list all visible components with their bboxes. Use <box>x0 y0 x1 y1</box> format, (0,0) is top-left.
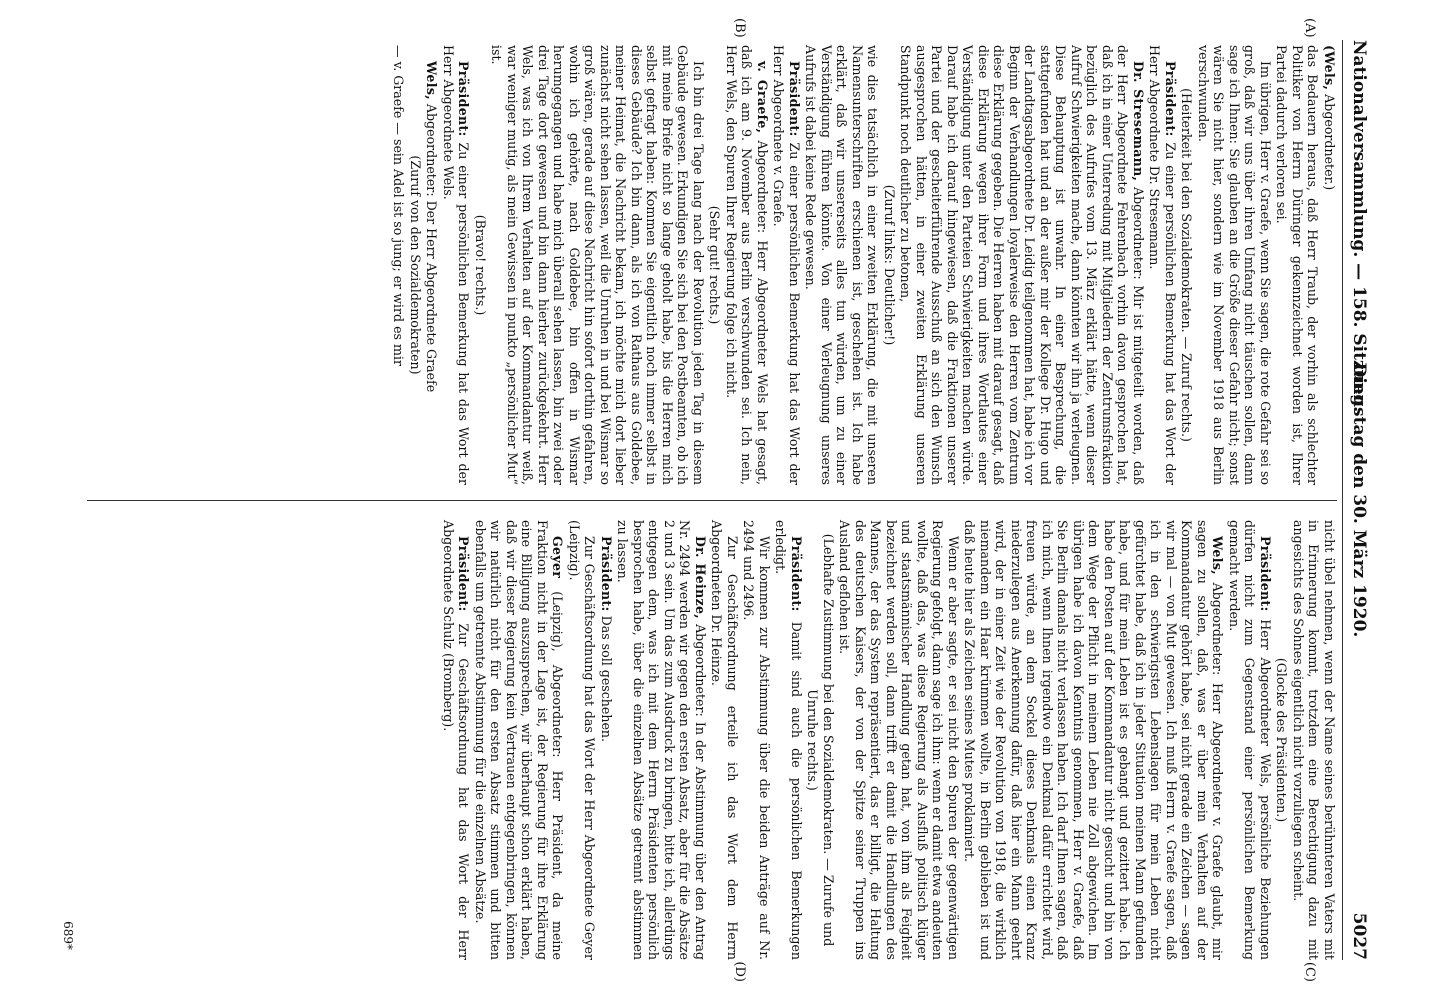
paragraph <box>773 520 804 960</box>
paragraph <box>424 45 440 485</box>
speaker-name: Dr. Stresemann, <box>1131 61 1146 182</box>
paragraph-text: Abgeordneter: Der Herr Abgeordnete Graefe <box>424 99 440 393</box>
paragraph-text: Zur Geschäftsordnung hat das Wort der Herr Abgeordnete Schulz (Bromberg). <box>441 520 472 960</box>
speaker-name: Präsident: <box>789 536 804 612</box>
paragraph <box>489 45 706 485</box>
speaker-name: v. Graefe, <box>755 61 770 134</box>
paragraph-text: Abgeordneter: Herr Abgeordneter Wels hat gesagt, daß ich am 9. November aus Berlin verschwunden sei. Ich nein, Herr Wels, den Spuren Ihrer Regierung folge ich nicht. <box>724 45 770 485</box>
paragraph-text: (Glocke des Präsidenten.) <box>1274 657 1290 823</box>
paragraph <box>1274 45 1321 485</box>
paragraph <box>1322 45 1338 485</box>
paragraph-text: Im übrigen, Herr v. Graefe, wenn Sie sagen, die rote Gefahr sei so groß, daß wir uns über ihren Umfang nicht täuschen sollen, dann sage ich Ihnen: Sie glauben an die Größe dieser Gefahr nicht; sonst wären Sie nicht hier, sondern wie im November 1918 aus Berlin verschwunden. <box>1196 45 1273 485</box>
paragraph-text: (Lebhafte Zustimmung bei den Sozialdemokraten. — Zurufe und Unruhe rechts.) <box>805 533 836 947</box>
speaker-name: Präsident: <box>456 61 472 137</box>
paragraph <box>837 520 961 960</box>
page-header <box>1343 40 1373 960</box>
paragraph <box>724 45 771 485</box>
paragraph <box>771 45 802 485</box>
paragraph-text: nicht übel nehmen, wenn der Name seines berühmteren Vaters mit in Erinnerung kommt, trotzdem eine Berechtigung dazu mit angesichts des Sohnes eigentlich nicht vorzuliegen scheint. <box>1291 520 1337 960</box>
left-text-column <box>390 45 1337 485</box>
paragraph <box>1274 520 1290 960</box>
right-text-column <box>440 520 1338 960</box>
digitization-note <box>2 394 16 994</box>
margin-marker-b: (B) <box>732 18 747 38</box>
paragraph-text: Zur Geschäftsordnung erteile ich das Wort dem Herrn Abgeordneten Dr. Heinze. <box>709 520 740 960</box>
speaker-name: Präsident: <box>456 536 472 612</box>
margin-marker-c: (C) <box>1302 961 1317 982</box>
paragraph-text: Das soll geschehen. <box>599 611 614 743</box>
paragraph-text: (Zuruf von den Sozialdemokraten) <box>408 155 423 375</box>
column-rule <box>87 500 1337 501</box>
paragraph <box>473 45 489 485</box>
paragraph-text: das Bedauern heraus, daß Herr Traub, der vorhin als schlechter Politiker von Herrn Düringer gekennzeichnet worden ist, Ihrer Partei dadurch verloren sei. <box>1274 45 1321 485</box>
paragraph <box>1147 45 1178 485</box>
paragraph <box>1227 520 1274 960</box>
paragraph-text: Damit sind auch die persönlichen Bemerkungen erledigt. <box>773 520 804 960</box>
document-page <box>47 10 1387 990</box>
paragraph-text: Herr Abgeordneter Wels, persönliche Beziehungen dürfen nicht zum Gegenstand einer persönlichen Bemerkung gemacht werden. <box>1227 520 1273 960</box>
paragraph-text: Wenn er aber sagte, er sei nicht den Spuren der gegenwärtigen Regierung gefolgt, dann sage ich ihm: wenn er damit etwa andeuten wollte, daß das, was diese Regierung als Ausfluß politisch klüger und staatsmännischer Handlung getan hat, von ihm als Feigheit bezeichnet werden soll, dann trifft er damit die Handlungen des Mannes, der das System repräsentiert, das er billigt, die Haltung des deutschen Kaisers, der von der Spitze seiner Truppen ins Ausland geflohen ist. <box>837 520 961 960</box>
paragraph <box>741 520 772 960</box>
speaker-name: Präsident: <box>787 61 802 137</box>
paragraph <box>441 520 472 960</box>
paragraph <box>1196 45 1274 485</box>
paragraph-text: Abgeordneter: Herr Abgeordneter v. Graefe glaubt, mir sagen zu sollen, daß, was er über mein Verhalten auf der Kommandantur gehört habe, sei nicht gerade ein Zeichen — sagen wir mal — von Mut gewesen. Ich muß Herrn v. Graefe sagen, daß ich in den schwierigsten Lebenslagen für mein Leben nicht gefürchtet habe, daß ich in jeder Situation meinen Mann gefunden habe, und für mein Leben ist es gebangt und gezittert habe. Ich habe den Posten auf der Kommandantur nicht gesucht und bin von dem Wege der Pflicht in meinem Leben nie Zoll abgewichen. Im übrigen habe ich davon Kenntnis genommen, Herr v. Graefe, daß Sie Berlin damals nicht verlassen haben. Ich darf Ihnen sagen, daß ich mich, wenn Ihnen irgendwo ein Denkmal dafür errichtet wird, freuen würde, an dem Sockel dieses Denkmals einen Kranz niederzulegen aus Anerkennung dafür, daß hier ein Mann geehrt wird, der in einer Zeit wie der Revolution von 1918, die wirklich niemandem ein Haar krümmen wollte, in Berlin geblieben ist und daß heute hier als Zeichen seines Mutes proklamiert. <box>962 520 1226 960</box>
paragraph <box>599 520 615 960</box>
margin-marker-d: (D) <box>732 961 747 982</box>
paragraph <box>805 520 836 960</box>
paragraph-text: Wir kommen zur Abstimmung über die beiden Anträge auf Nr. 2494 und 2496. <box>741 520 772 960</box>
paragraph <box>709 520 740 960</box>
paragraph-text: Zu einer persönlichen Bemerkung hat das Wort der Herr Abgeordnete Wels. <box>441 45 472 485</box>
paragraph-text: Abgeordneter: Mir ist mitgeteilt worden, daß der Herr Abgeordnete Fehrenbach vorhin davon gesprochen hat, daß ich in einer Unterredung mit Mitgliedern der Zentrumsfraktion bezüglich des Aufrufes vom 13. März erklärt hätte, wenn dieser Aufruf Schwierigkeiten mache, dann könnten wir ihn ja verleugnen. Diese Behauptung ist unwahr. In einer Besprechung, die stattgefunden hat und an der außer mir der Kollege Dr. Hugo und der Landtagsabgeordnete Dr. Leidig teilgenommen hat, habe ich vor Beginn der Verhandlungen loyalerweise den Herren vom Zentrum diese Erklärung gegeben. Die Herren haben mit darauf gesagt, daß diese Erklärung wegen ihrer Form und ihres Wortlautes einer Verständigung unter den Parteien Schwierigkeiten machen würde. Darauf habe ich darauf hingewiesen, daß die Fraktionen unserer Partei und der gescheiterführende Ausschuß an sich den Wunsch ausgesprochen hätten, in einer zweiten Erklärung unseren Standpunkt noch deutlicher zu betonen, <box>898 45 1146 486</box>
paragraph-text: Zu einer persönlichen Bemerkung hat das Wort der Herr Abgeordnete v. Graefe. <box>771 45 802 485</box>
paragraph <box>962 520 1226 960</box>
speaker-name: Präsident: <box>1258 536 1273 612</box>
paragraph <box>1291 520 1338 960</box>
page-number: 5027 <box>1349 912 1369 960</box>
paragraph <box>707 45 723 485</box>
paragraph-text: Zur Geschäftsordnung hat das Wort der Herr Abgeordnete Geyer (Leipzig). <box>567 520 598 960</box>
speaker-name: Präsident: <box>1163 61 1178 137</box>
speaker-name: Wels, <box>1210 536 1226 575</box>
paragraph-text: — v. Graefe — sein Adel ist so jung; er wird es mir <box>391 45 407 366</box>
paragraph <box>615 520 708 960</box>
paragraph <box>473 520 566 960</box>
paragraph-text: (Leipzig), Abgeordneter: Herr Präsident, da meine Fraktion nicht in der Lage ist, der Regierung für ihre Erklärung eine Billigung auszusprechen, wir überhaupt schon erklärt haben, daß wir dieser Regierung kein Vertrauen entgegenbringen, können wir natürlich nicht für den ersten Absatz stimmen und bitten ebenfalls um getrennte Abstimmung für die einzelnen Absätze. <box>473 520 566 960</box>
speaker-name: Wels, <box>424 61 440 100</box>
speaker-name: Präsident: <box>599 536 614 612</box>
paragraph-text: (Sehr gut! rechts.) <box>707 205 723 325</box>
footer-mark: 689* <box>61 921 75 950</box>
paragraph-text: (Zuruf links: Deutlicher!) <box>882 184 897 346</box>
speaker-name: Dr. Heinze, <box>693 536 708 619</box>
paragraph-text: Ich bin drei Tage lang nach der Revolution jeden Tag in diesem Gebäude gewesen. Erkundigen Sie sich bei den Postbeamten, ob ich mit meine Briefe nicht so lange geholt habe, bis die Herren mich selbst gefragt haben: Kommen Sie eigentlich noch immer selbst in dieses Gebäude? Ich bin dann, als ich von Rathaus aus Goldebee, meiner Heimat, die Nachricht bekam, ich möchte mich dort lieber zunächst nicht sehen lassen, weil die Unruhen in und bei Wismar so groß wären, gerade auf diese Nachricht hin sofort dorthin gefahren, wohin ich gehörte, nach Goldebee, bin offen in Wismar herumgegangen und habe mich überall sehen lassen, bin zwei oder drei Tage dort gewesen und bin dann hierher zurückgekehrt. Herr Wels, was ich von Ihrem Verhalten auf der Kommandantur weiß, war weniger mutig, als mein Gewissen in punkto „persönlicher Mut“ ist. <box>489 45 706 485</box>
paragraph <box>1179 45 1195 485</box>
paragraph-text: (Heiterkeit bei den Sozialdemokraten. — Zuruf rechts.) <box>1179 88 1195 442</box>
header-title: Nationalversammlung. — 158. Sitzung. <box>1349 40 1369 413</box>
paragraph-text: Zu einer persönlichen Bemerkung hat das Wort der Herr Abgeordnete Dr. Stresemann. <box>1147 45 1178 485</box>
paragraph <box>391 45 407 485</box>
paragraph-text: Abgeordneter.) <box>1322 90 1337 191</box>
header-rule <box>1342 40 1343 960</box>
margin-marker-a: (A) <box>1302 18 1317 38</box>
paragraph-text: wie dies tatsächlich in einer zweiten Erklärung, die mit unseren Namensunterschriften erschienen ist, geschehen ist. Ich habe erklärt, daß wir unsererseits alles tun würden, um zu einer Verständigung führen könnte. Von einer Verleugnung unseres Aufrufs ist dabei keine Rede gewesen. <box>803 45 881 485</box>
paragraph <box>408 45 424 485</box>
speaker-name: (Wels, <box>1322 45 1337 91</box>
paragraph-text: (Bravo! rechts.) <box>473 214 488 316</box>
speaker-name: Geyer <box>550 536 566 579</box>
paragraph <box>567 520 598 960</box>
paragraph <box>882 45 898 485</box>
paragraph-text: Abgeordneter: In der Abstimmung über den Antrag Nr. 2494 werden wir gegen den ersten Absatz, aber für die Absätze 2 und 3 sein. Um das zum Ausdruck zu bringen, bitte ich, allerdings entgegen dem, was ich mit dem Herrn Präsidenten persönlich besprochen habe, über die einzelnen Absätze getrennt abstimmen zu lassen. <box>615 520 708 960</box>
paragraph <box>898 45 1146 485</box>
paragraph <box>441 45 472 485</box>
paragraph <box>803 45 881 485</box>
header-date: Dienstag den 30. März 1920. <box>1349 362 1369 638</box>
